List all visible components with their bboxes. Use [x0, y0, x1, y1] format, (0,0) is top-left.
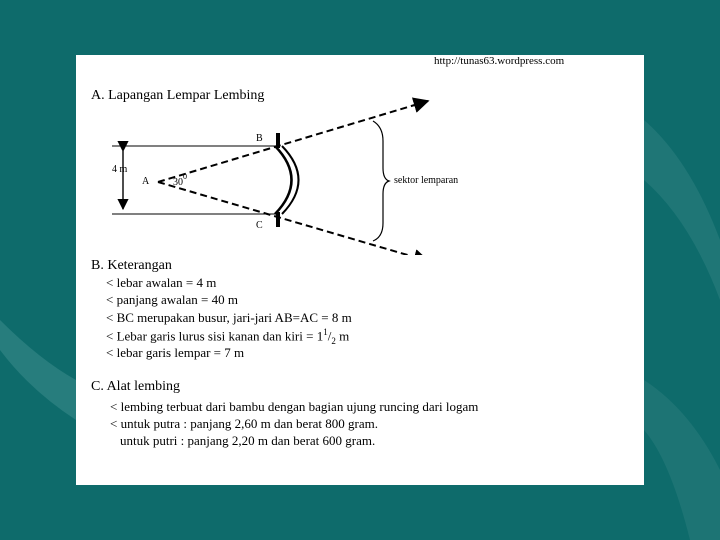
section-b-item-4: < Lebar garis lurus sisi kanan dan kiri = $1^1/_2$ m	[106, 327, 350, 346]
label-c: C	[256, 220, 263, 231]
section-c-item-2: < untuk putra : panjang 2,60 m dan berat 800 gram.	[110, 416, 378, 431]
sector-brace	[373, 121, 389, 241]
sector-label: sektor lemparan	[394, 175, 459, 186]
section-c-title: C. Alat lembing	[91, 379, 181, 394]
section-b-item-2: < panjang awalan = 40 m	[106, 292, 238, 307]
section-c-item-3: untuk putri : panjang 2,20 m dan berat 600 gram.	[120, 433, 376, 448]
throwing-arc	[275, 146, 292, 214]
section-b-title: B. Keterangan	[91, 258, 172, 273]
upper-sector-line	[158, 101, 428, 182]
section-a-title: A. Lapangan Lempar Lembing	[91, 88, 265, 103]
slide-content	[76, 55, 644, 485]
label-b: B	[256, 133, 263, 144]
angle-label: $30^0$	[173, 172, 187, 188]
width-label: 4 m	[112, 164, 128, 175]
lower-sector-line	[158, 182, 428, 255]
section-c-item-1: < lembing terbuat dari bambu dengan bagian ujung runcing dari logam	[110, 399, 479, 414]
javelin-field-diagram	[76, 55, 644, 255]
label-a: A	[142, 176, 150, 187]
source-url: http://tunas63.wordpress.com	[434, 55, 565, 67]
section-b-item-5: < lebar garis lempar = 7 m	[106, 345, 245, 360]
section-b-item-1: < lebar awalan = 4 m	[106, 275, 217, 290]
section-b-item-3: < BC merupakan busur, jari-jari AB=AC = 8 m	[106, 310, 352, 325]
